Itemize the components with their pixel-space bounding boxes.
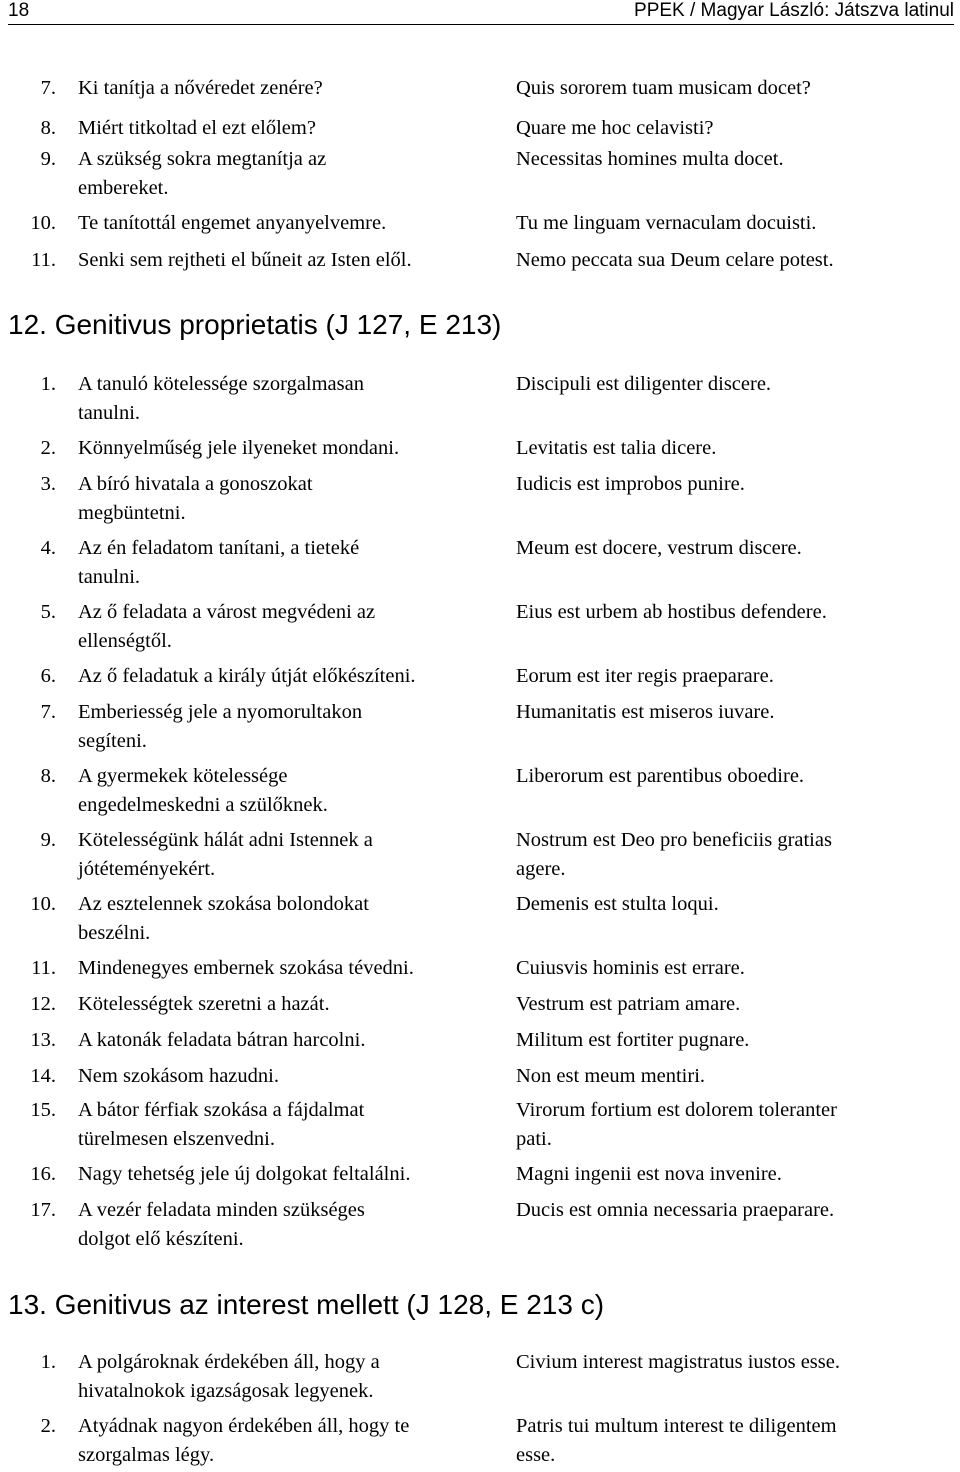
hungarian-sentence <box>78 74 323 103</box>
hungarian-sentence <box>78 370 364 428</box>
latin-line: Tu me linguam vernaculam docuisti. <box>516 212 817 234</box>
item-number: 6. <box>40 665 56 687</box>
hungarian-line: Az ő feladatuk a király útját előkészíteni. <box>78 665 416 687</box>
latin-translation <box>516 1348 840 1377</box>
hungarian-line: tanulni. <box>78 402 141 424</box>
hungarian-line: Nagy tehetség jele új dolgokat feltalálni. <box>78 1163 411 1185</box>
latin-translation <box>516 762 804 791</box>
latin-translation <box>516 954 745 983</box>
hungarian-sentence <box>78 1412 409 1470</box>
hungarian-line: Könnyelműség jele ilyeneket mondani. <box>78 437 400 459</box>
hungarian-line: beszélni. <box>78 922 151 944</box>
latin-line: esse. <box>516 1444 556 1466</box>
hungarian-sentence <box>78 990 330 1019</box>
hungarian-sentence <box>78 954 414 983</box>
hungarian-line: A katonák feladata bátran harcolni. <box>78 1029 366 1051</box>
hungarian-line: tanulni. <box>78 566 141 588</box>
hungarian-sentence <box>78 1348 380 1406</box>
latin-translation <box>516 1196 834 1225</box>
hungarian-sentence <box>78 1026 365 1055</box>
hungarian-sentence <box>78 246 412 275</box>
latin-line: Vestrum est patriam amare. <box>516 993 741 1015</box>
hungarian-sentence <box>78 1196 365 1254</box>
item-number: 7. <box>40 77 56 99</box>
latin-line: Civium interest magistratus iustos esse. <box>516 1351 840 1373</box>
hungarian-line: megbüntetni. <box>78 502 186 524</box>
item-number: 12. <box>30 993 56 1015</box>
hungarian-line: Kötelességünk hálát adni Istennek a <box>78 829 373 851</box>
section-12-heading: 12. Genitivus proprietatis (J 127, E 213) <box>8 309 502 340</box>
hungarian-line: Mindenegyes embernek szokása tévedni. <box>78 957 414 979</box>
latin-line: Necessitas homines multa docet. <box>516 148 784 170</box>
item-number: 9. <box>40 148 56 170</box>
hungarian-line: Senki sem rejtheti el bűneit az Isten elől. <box>78 249 412 271</box>
hungarian-line: dolgot elő készíteni. <box>78 1228 244 1250</box>
item-number: 3. <box>40 473 56 495</box>
hungarian-sentence <box>78 762 328 820</box>
latin-translation <box>516 1412 837 1470</box>
hungarian-line: Az esztelennek szokása bolondokat <box>78 893 369 915</box>
hungarian-line: Az én feladatom tanítani, a tieteké <box>78 537 360 559</box>
latin-translation <box>516 246 834 275</box>
hungarian-line: Az ő feladata a várost megvédeni az <box>78 601 376 623</box>
latin-translation <box>516 114 714 143</box>
running-title: PPEK / Magyar László: Játszva latinul <box>634 0 954 21</box>
latin-line: Quis sororem tuam musicam docet? <box>516 77 811 99</box>
latin-translation <box>516 534 802 563</box>
page-header <box>8 0 954 25</box>
latin-translation <box>516 470 745 499</box>
hungarian-line: Ki tanítja a nővéredet zenére? <box>78 77 323 99</box>
item-number: 2. <box>40 1415 56 1437</box>
hungarian-line: A tanuló kötelessége szorgalmasan <box>78 373 364 395</box>
hungarian-line: Te tanítottál engemet anyanyelvemre. <box>78 212 387 234</box>
section-13-heading: 13. Genitivus az interest mellett (J 128, E 213 c) <box>8 1289 605 1320</box>
latin-line: Nostrum est Deo pro beneficiis gratias <box>516 829 832 851</box>
latin-line: Discipuli est diligenter discere. <box>516 373 772 395</box>
hungarian-line: ellenségtől. <box>78 630 172 652</box>
item-number: 9. <box>40 829 56 851</box>
latin-translation <box>516 1096 837 1154</box>
hungarian-line: Kötelességtek szeretni a hazát. <box>78 993 330 1015</box>
hungarian-line: A bátor férfiak szokása a fájdalmat <box>78 1099 365 1121</box>
hungarian-line: A polgároknak érdekében áll, hogy a <box>78 1351 380 1373</box>
latin-line: Levitatis est talia dicere. <box>516 437 717 459</box>
hungarian-sentence <box>78 826 373 884</box>
latin-translation <box>516 1026 749 1055</box>
latin-line: Cuiusvis hominis est errare. <box>516 957 745 979</box>
item-number: 8. <box>40 765 56 787</box>
latin-line: pati. <box>516 1128 552 1150</box>
hungarian-line: Atyádnak nagyon érdekében áll, hogy te <box>78 1415 410 1437</box>
hungarian-line: hivatalnokok igazságosak legyenek. <box>78 1380 374 1402</box>
item-number: 8. <box>40 117 56 139</box>
hungarian-sentence <box>78 145 326 203</box>
latin-translation <box>516 662 774 691</box>
hungarian-sentence <box>78 209 386 238</box>
hungarian-sentence <box>78 890 369 948</box>
hungarian-line: segíteni. <box>78 730 147 752</box>
hungarian-line: Miért titkoltad el ezt előlem? <box>78 117 316 139</box>
hungarian-line: A vezér feladata minden szükséges <box>78 1199 365 1221</box>
latin-line: Liberorum est parentibus oboedire. <box>516 765 805 787</box>
latin-translation <box>516 145 784 174</box>
item-number: 11. <box>31 249 56 271</box>
latin-translation <box>516 434 716 463</box>
latin-translation <box>516 1062 705 1091</box>
hungarian-line: Emberiesség jele a nyomorultakon <box>78 701 363 723</box>
hungarian-sentence <box>78 434 399 463</box>
latin-line: Meum est docere, vestrum discere. <box>516 537 802 559</box>
item-number: 14. <box>30 1065 56 1087</box>
hungarian-line: engedelmeskedni a szülőknek. <box>78 794 328 816</box>
hungarian-sentence <box>78 534 359 592</box>
hungarian-line: szorgalmas légy. <box>78 1444 215 1466</box>
latin-translation <box>516 598 827 627</box>
latin-line: Militum est fortiter pugnare. <box>516 1029 750 1051</box>
hungarian-sentence <box>78 470 313 528</box>
latin-translation <box>516 826 832 884</box>
latin-line: Demenis est stulta loqui. <box>516 893 719 915</box>
latin-line: Quare me hoc celavisti? <box>516 117 714 139</box>
item-number: 10. <box>30 893 56 915</box>
hungarian-sentence <box>78 114 316 143</box>
item-number: 5. <box>40 601 56 623</box>
item-number: 16. <box>30 1163 56 1185</box>
item-number: 13. <box>30 1029 56 1051</box>
item-number: 17. <box>30 1199 56 1221</box>
latin-line: Humanitatis est miseros iuvare. <box>516 701 775 723</box>
latin-line: Eius est urbem ab hostibus defendere. <box>516 601 827 623</box>
hungarian-line: türelmesen elszenvedni. <box>78 1128 275 1150</box>
hungarian-sentence <box>78 598 375 656</box>
hungarian-line: A bíró hivatala a gonoszokat <box>78 473 313 495</box>
hungarian-line: Nem szokásom hazudni. <box>78 1065 279 1087</box>
hungarian-sentence <box>78 1096 364 1154</box>
page-number: 18 <box>8 0 30 21</box>
latin-line: Virorum fortium est dolorem toleranter <box>516 1099 837 1121</box>
item-number: 2. <box>40 437 56 459</box>
latin-translation <box>516 1160 782 1189</box>
hungarian-sentence <box>78 1160 410 1189</box>
item-number: 10. <box>30 212 56 234</box>
hungarian-sentence <box>78 662 416 691</box>
hungarian-sentence <box>78 1062 279 1091</box>
latin-line: Nemo peccata sua Deum celare potest. <box>516 249 834 271</box>
latin-line: Patris tui multum interest te diligentem <box>516 1415 837 1437</box>
latin-line: Ducis est omnia necessaria praeparare. <box>516 1199 835 1221</box>
latin-translation <box>516 698 774 727</box>
latin-line: Eorum est iter regis praeparare. <box>516 665 774 687</box>
latin-line: Magni ingenii est nova invenire. <box>516 1163 782 1185</box>
item-number: 11. <box>31 957 56 979</box>
item-number: 1. <box>40 373 56 395</box>
item-number: 4. <box>40 537 56 559</box>
hungarian-sentence <box>78 698 362 756</box>
latin-translation <box>516 74 811 103</box>
item-number: 7. <box>40 701 56 723</box>
latin-translation <box>516 890 719 919</box>
hungarian-line: jótéteményekért. <box>78 858 216 880</box>
item-number: 1. <box>40 1351 56 1373</box>
latin-translation <box>516 370 771 399</box>
latin-translation <box>516 990 740 1019</box>
latin-translation <box>516 209 816 238</box>
item-number: 15. <box>30 1099 56 1121</box>
hungarian-line: A gyermekek kötelessége <box>78 765 288 787</box>
hungarian-line: embereket. <box>78 177 169 199</box>
latin-line: agere. <box>516 858 566 880</box>
hungarian-line: A szükség sokra megtanítja az <box>78 148 327 170</box>
latin-line: Non est meum mentiri. <box>516 1065 706 1087</box>
latin-line: Iudicis est improbos punire. <box>516 473 745 495</box>
